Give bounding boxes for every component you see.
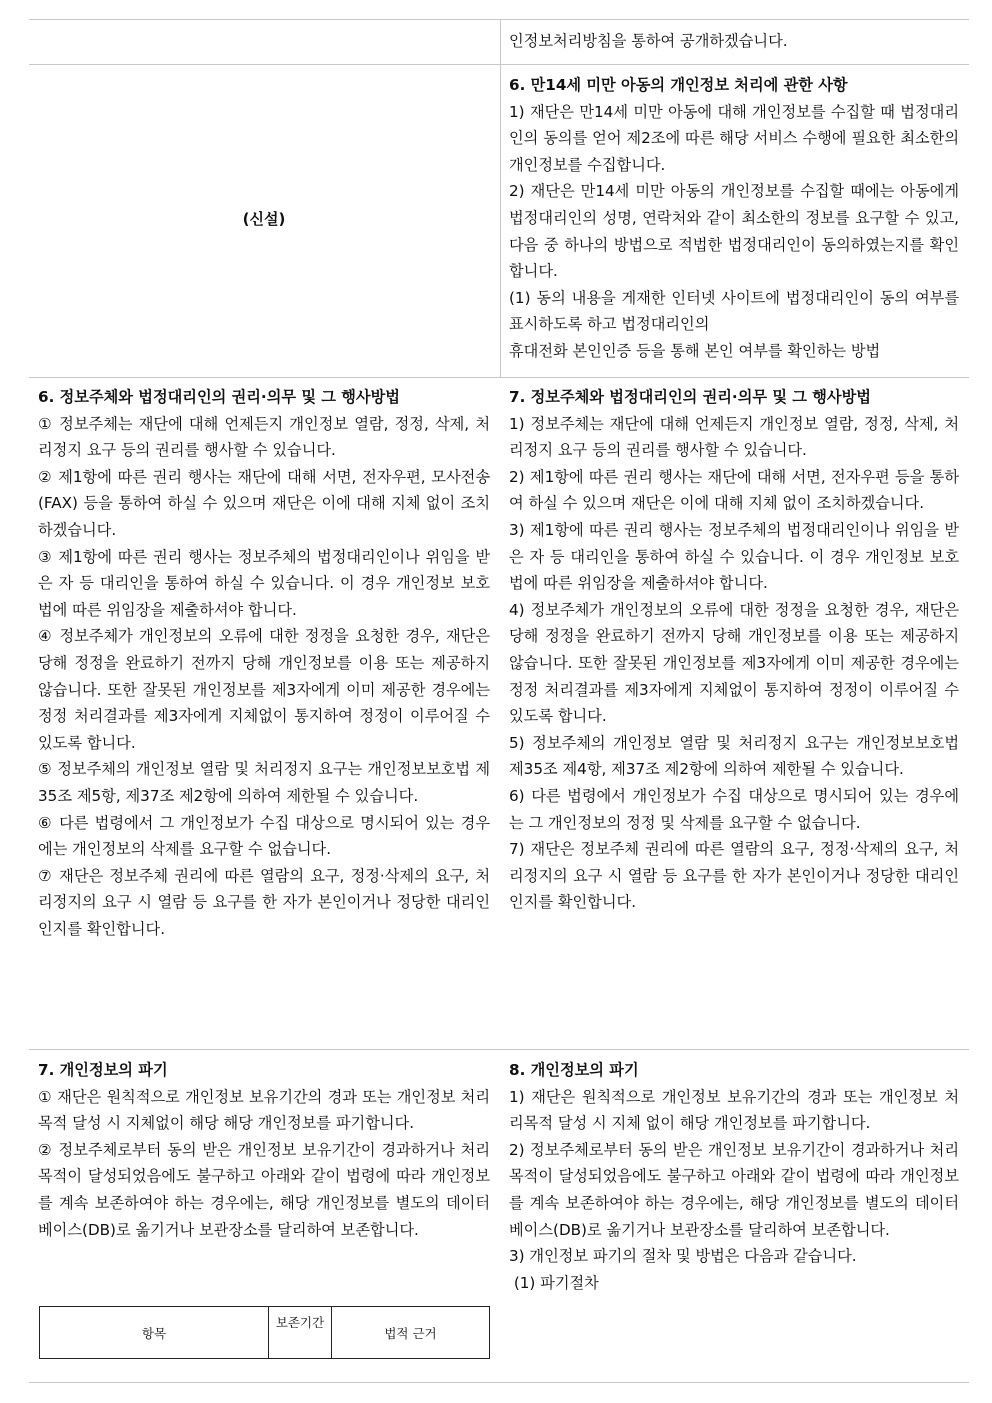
paragraph: 2) 제1항에 따른 권리 행사는 재단에 대해 서면, 전자우편 등을 통하여 하실 수 있으며 재단은 이에 대해 지체 없이 조치하겠습니다. [509,467,959,513]
paragraph: ① 정보주체는 재단에 대해 언제든지 개인정보 열람, 정정, 삭제, 처리정지 요구 등의 권리를 행사할 수 있습니다. [38,414,490,460]
paragraph: ⑦ 재단은 정보주체 권리에 따른 열람의 요구, 정정·삭제의 요구, 처리정지의 요구 시 열람 등 요구를 한 자가 본인이거나 정당한 대리인인지를 확인합니다. [38,866,490,938]
paragraph: 3) 제1항에 따른 권리 행사는 정보주체의 법정대리인이나 위임을 받은 자 등 대리인을 통하여 하실 수 있습니다. 이 경우 개인정보 보호법에 따른 위임장을 제출하셔야 합니다. [509,520,959,593]
table-header-row [40,1307,490,1359]
row4-left-cell [38,1057,490,1243]
paragraph: ③ 제1항에 따른 권리 행사는 정보주체의 법정대리인이나 위임을 받은 자 등 대리인을 통하여 하실 수 있습니다. 이 경우 개인정보 보호법에 따른 위임장을 제출하셔야 합니다. [38,547,490,619]
row-divider [29,1382,969,1383]
retention-table [39,1306,490,1359]
paragraph: ① 재단은 원칙적으로 개인정보 보유기간의 경과 또는 개인정보 처리목적 달성 시 지체없이 해당 해당 개인정보를 파기합니다. [38,1087,490,1133]
row4-right-cell [509,1057,959,1296]
section-heading: 6. 만14세 미만 아동의 개인정보 처리에 관한 사항 [509,76,848,94]
paragraph: 3) 개인정보 파기의 절차 및 방법은 다음과 같습니다. [509,1247,857,1266]
new-clause-label: (신설) [242,210,286,228]
paragraph: 4) 정보주체가 개인정보의 오류에 대한 정정을 요청한 경우, 재단은 당해 정정을 완료하기 전까지 당해 개인정보를 이용 또는 제공하지 않습니다. 또한 잘못된 개인정보를 제3자에게 이미 제공한 경우에는 정정 처리결과를 제3자에게 지체없이 통지하여 정정이 이루어질 수 있도록 합니다. [509,600,959,726]
section-heading: 7. 개인정보의 파기 [38,1061,168,1079]
section-heading: 6. 정보주체와 법정대리인의 권리·의무 및 그 행사방법 [38,388,400,406]
table-header-cell: 보존기간 [269,1307,332,1359]
paragraph: ② 정보주체로부터 동의 받은 개인정보 보유기간이 경과하거나 처리목적이 달성되었음에도 불구하고 아래와 같이 법령에 따라 개인정보를 계속 보존하여야 하는 경우에는, 해당 개인정보를 별도의 데이터베이스(DB)로 옮기거나 보관장소를 달리하여 보존합니다. [38,1140,490,1239]
paragraph: 휴대전화 본인인증 등을 통해 본인 여부를 확인하는 방법 [509,341,881,360]
paragraph: 2) 정보주체로부터 동의 받은 개인정보 보유기간이 경과하거나 처리목적이 달성되었음에도 불구하고 아래와 같이 법령에 따라 개인정보를 계속 보존하여야 하는 경우에는, 해당 개인정보를 별도의 데이터베이스(DB)로 옮기거나 보관장소를 달리하여 보존합니다. [509,1140,959,1239]
row-divider [29,377,969,378]
row2-right-cell [509,72,959,365]
paragraph: (1) 파기절차 [509,1273,599,1292]
column-divider [500,19,501,377]
paragraph: ④ 정보주체가 개인정보의 오류에 대한 정정을 요청한 경우, 재단은 당해 정정을 완료하기 전까지 당해 개인정보를 이용 또는 제공하지 않습니다. 또한 잘못된 개인정보를 제3자에게 이미 제공한 경우에는 정정 처리결과를 제3자에게 지체없이 통지하여 정정이 이루어질 수 있도록 합니다. [38,627,490,752]
paragraph: 7) 재단은 정보주체 권리에 따른 열람의 요구, 정정·삭제의 요구, 처리정지의 요구 시 열람 등 요구를 한 자가 본인이거나 정당한 대리인인지를 확인합니다. [509,840,959,912]
section-heading: 7. 정보주체와 법정대리인의 권리·의무 및 그 행사방법 [509,388,871,406]
paragraph: 6) 다른 법령에서 개인정보가 수집 대상으로 명시되어 있는 경우에는 그 개인정보의 정정 및 삭제를 요구할 수 없습니다. [509,786,959,832]
table-header-cell: 항목 [40,1307,269,1359]
paragraph: 1) 정보주체는 재단에 대해 언제든지 개인정보 열람, 정정, 삭제, 처리정지 요구 등의 권리를 행사할 수 있습니다. [509,414,959,460]
row1-right-cell [509,28,959,55]
paragraph: 1) 재단은 만14세 미만 아동에 대해 개인정보를 수집할 때 법정대리인의 동의를 얻어 제2조에 따른 해당 서비스 수행에 필요한 최소한의 개인정보를 수집합니다. [509,102,959,174]
row-divider [29,19,969,20]
paragraph: 1) 재단은 원칙적으로 개인정보 보유기간의 경과 또는 개인정보 처리목적 달성 시 지체 없이 해당 개인정보를 파기합니다. [509,1087,959,1133]
row3-left-cell [38,384,490,942]
section-heading: 8. 개인정보의 파기 [509,1061,639,1079]
paragraph: ⑥ 다른 법령에서 그 개인정보가 수집 대상으로 명시되어 있는 경우에는 개인정보의 삭제를 요구할 수 없습니다. [38,813,490,859]
row-divider [29,1049,969,1050]
row-divider [29,64,969,65]
paragraph: 인정보처리방침을 통하여 공개하겠습니다. [509,32,788,50]
paragraph: 5) 정보주체의 개인정보 열람 및 처리정지 요구는 개인정보보호법 제35조 제4항, 제37조 제2항에 의하여 제한될 수 있습니다. [509,733,959,779]
row3-right-cell [509,384,959,916]
paragraph: ② 제1항에 따른 권리 행사는 재단에 대해 서면, 전자우편, 모사전송(FAX) 등을 통하여 하실 수 있으며 재단은 이에 대해 지체 없이 조치하겠습니다. [38,467,490,539]
table-header-cell: 법적 근거 [332,1307,490,1359]
paragraph: 2) 재단은 만14세 미만 아동의 개인정보를 수집할 때에는 아동에게 법정대리인의 성명, 연락처와 같이 최소한의 정보를 요구할 수 있고, 다음 중 하나의 방법으로 적법한 법정대리인이 동의하였는지를 확인합니다. [509,182,959,281]
paragraph: (1) 동의 내용을 게재한 인터넷 사이트에 법정대리인이 동의 여부를 표시하도록 하고 법정대리인의 [509,288,959,334]
paragraph: ⑤ 정보주체의 개인정보 열람 및 처리정지 요구는 개인정보보호법 제35조 제5항, 제37조 제2항에 의하여 제한될 수 있습니다. [38,760,490,805]
